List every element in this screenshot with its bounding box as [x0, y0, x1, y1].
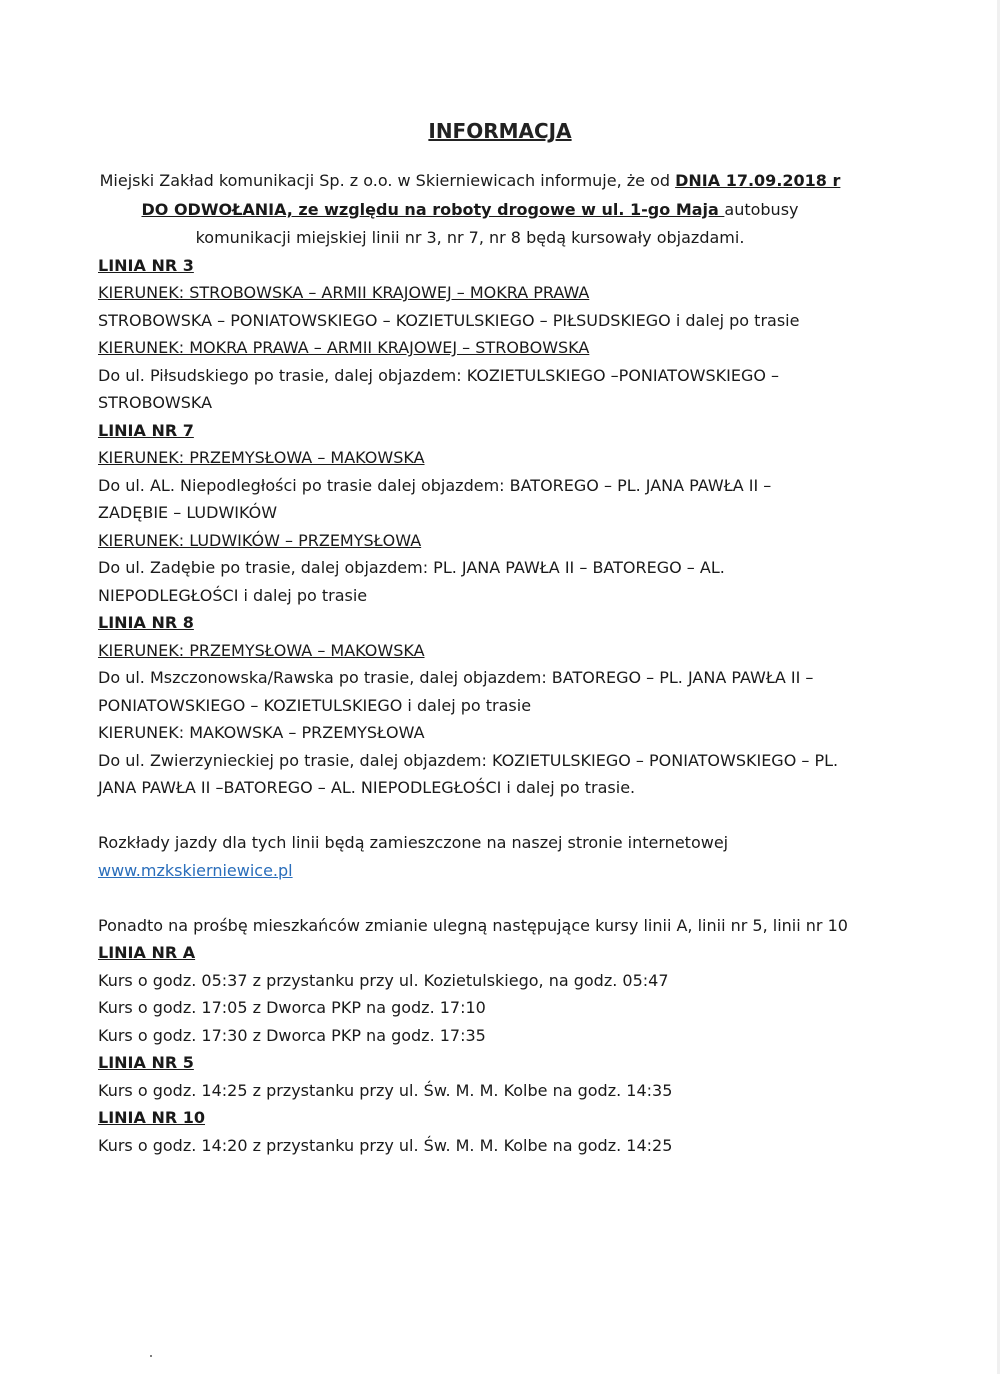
document-title: INFORMACJA	[428, 119, 572, 143]
schedules-note: Rozkłady jazdy dla tych linii będą zamieszczone na naszej stronie internetowej	[98, 833, 729, 852]
route-text: STROBOWSKA	[98, 393, 213, 412]
direction-heading: KIERUNEK: PRZEMYSŁOWA – MAKOWSKA	[98, 448, 425, 467]
schedule-entry: Kurs o godz. 05:37 z przystanku przy ul. Kozietulskiego, na godz. 05:47	[98, 971, 669, 990]
direction-heading: KIERUNEK: MOKRA PRAWA – ARMII KRAJOWEJ – STROBOWSKA	[98, 338, 590, 357]
line-heading-5: LINIA NR 5	[98, 1053, 194, 1072]
route-text: Do ul. Mszczonowska/Rawska po trasie, dalej objazdem: BATOREGO – PL. JANA PAWŁA II –	[98, 668, 814, 687]
route-text: ZADĘBIE – LUDWIKÓW	[98, 503, 278, 522]
line-heading-10: LINIA NR 10	[98, 1108, 205, 1127]
intro-text: Miejski Zakład komunikacji Sp. z o.o. w Skierniewicach informuje, że od	[99, 171, 676, 190]
schedule-entry: Kurs o godz. 17:30 z Dworca PKP na godz. 17:35	[98, 1026, 486, 1045]
line-heading-8: LINIA NR 8	[98, 613, 194, 632]
direction-heading: KIERUNEK: PRZEMYSŁOWA – MAKOWSKA	[98, 641, 425, 660]
route-text: JANA PAWŁA II –BATOREGO – AL. NIEPODLEGŁOŚCI i dalej po trasie.	[98, 778, 636, 797]
schedule-entry: Kurs o godz. 14:25 z przystanku przy ul. Św. M. M. Kolbe na godz. 14:35	[98, 1081, 673, 1100]
line-heading-a: LINIA NR A	[98, 943, 196, 962]
intro-line-1	[0, 167, 940, 194]
route-text: Do ul. AL. Niepodległości po trasie dalej objazdem: BATOREGO – PL. JANA PAWŁA II –	[98, 476, 772, 495]
line-heading-3: LINIA NR 3	[98, 256, 194, 275]
intro-line-2	[0, 196, 940, 223]
website-link[interactable]: www.mzkskierniewice.pl	[98, 861, 293, 880]
direction-heading: KIERUNEK: LUDWIKÓW – PRZEMYSŁOWA	[98, 531, 422, 550]
intro-line-3: komunikacji miejskiej linii nr 3, nr 7, nr 8 będą kursowały objazdami.	[195, 228, 745, 247]
direction-heading: KIERUNEK: STROBOWSKA – ARMII KRAJOWEJ – MOKRA PRAWA	[98, 283, 590, 302]
scan-speck	[150, 1355, 152, 1357]
schedule-entry: Kurs o godz. 17:05 z Dworca PKP na godz. 17:10	[98, 998, 486, 1017]
route-text: PONIATOWSKIEGO – KOZIETULSKIEGO i dalej po trasie	[98, 696, 532, 715]
direction-heading: KIERUNEK: MAKOWSKA – PRZEMYSŁOWA	[98, 723, 425, 742]
intro-text: autobusy	[724, 200, 799, 219]
effective-date: DNIA 17.09.2018 r	[675, 171, 841, 190]
route-text: Do ul. Zwierzynieckiej po trasie, dalej objazdem: KOZIETULSKIEGO – PONIATOWSKIEGO – PL.	[98, 751, 839, 770]
additional-intro: Ponadto na prośbę mieszkańców zmianie ulegną następujące kursy linii A, linii nr 5, linii nr 10	[98, 916, 848, 935]
route-text: Do ul. Piłsudskiego po trasie, dalej objazdem: KOZIETULSKIEGO –PONIATOWSKIEGO –	[98, 366, 780, 385]
route-text: NIEPODLEGŁOŚCI i dalej po trasie	[98, 586, 368, 605]
route-text: STROBOWSKA – PONIATOWSKIEGO – KOZIETULSKIEGO – PIŁSUDSKIEGO i dalej po trasie	[98, 311, 800, 330]
line-heading-7: LINIA NR 7	[98, 421, 194, 440]
schedule-entry: Kurs o godz. 14:20 z przystanku przy ul. Św. M. M. Kolbe na godz. 14:25	[98, 1136, 673, 1155]
route-text: Do ul. Zadębie po trasie, dalej objazdem: PL. JANA PAWŁA II – BATOREGO – AL.	[98, 558, 725, 577]
reason-text: DO ODWOŁANIA, ze względu na roboty drogowe w ul. 1-go Maja	[141, 200, 725, 219]
